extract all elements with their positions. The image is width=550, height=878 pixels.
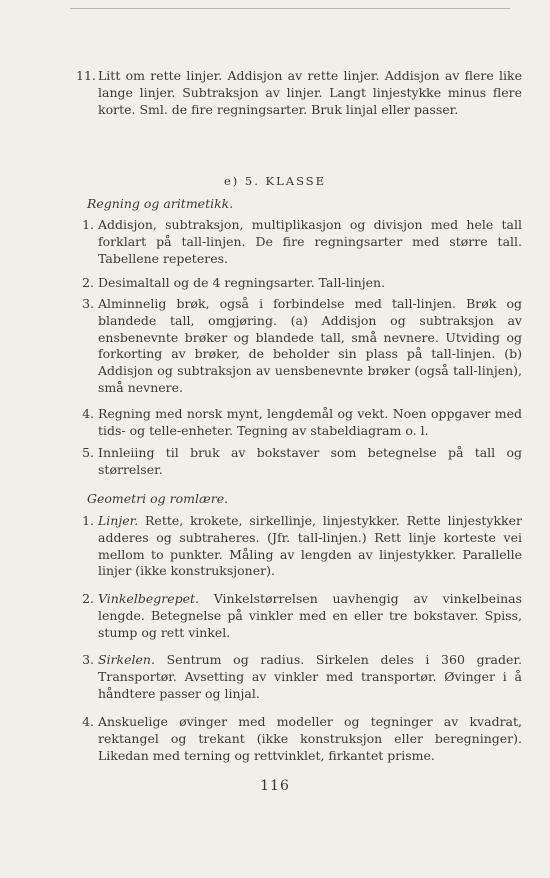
item-text: Alminnelig brøk, også i forbindelse med tall-linjen. Brøk og blandede tall, omgjøring. (a) Addisjon og subtraksjon av ensbenevnte brøker og blandede tall, små nevnere. Utviding og forkorting av brøker, de beholder sin plass på tall-linjen. (b) Addisjon og subtraksjon av uensbenevnte brøker (også tall-linjen), små nevnere. — [98, 296, 522, 395]
item-number: 3. — [82, 652, 94, 667]
class-heading: e) 5. KLASSE — [223, 174, 327, 188]
item-text: Innleiing til bruk av bokstaver som betegnelse på tall og størrelser. — [98, 445, 522, 477]
item-text: Rette, krokete, sirkellinje, linjestykker. Rette linjestykker adderes og subtraheres. (Jfr. tall-linjen.) Rett linje korteste vei mellom to punkter. Måling av lengden av linjestykker. Parallelle linjer (ikke konstruksjoner). — [98, 513, 522, 579]
item-text: Desimaltall og de 4 regningsarter. Tall-linjen. — [98, 275, 386, 290]
item-number: 2. — [82, 591, 94, 606]
regning-item-3 — [82, 296, 522, 397]
top-edge-line — [70, 8, 510, 9]
item-lead: Linjer. — [98, 513, 139, 528]
item-lead: Vinkelbegrepet. — [98, 591, 199, 606]
section-title-geometri: Geometri og romlære. — [87, 491, 229, 506]
item-text: Anskuelige øvinger med modeller og tegninger av kvadrat, rektangel og trekant (ikke konstruksjon eller beregninger). Likedan med terning og rettvinklet, firkantet prisme. — [98, 714, 522, 763]
geometri-item-1 — [82, 513, 522, 580]
geometri-item-4 — [82, 714, 522, 764]
page-number: 116 — [260, 778, 290, 794]
item-number: 2. — [82, 275, 94, 290]
item-text: Vinkelstørrelsen uavhengig av vinkelbeinas lengde. Betegnelse på vinkler med en eller tre bokstaver. Spiss, stump og rett vinkel. — [98, 591, 522, 640]
item-number: 3. — [82, 296, 94, 311]
item-text: Sentrum og radius. Sirkelen deles i 360 grader. Transportør. Avsetting av vinkler med transportør. Øvinger i å håndtere passer og linjal. — [98, 652, 522, 701]
geometri-item-3 — [82, 652, 522, 702]
regning-item-4 — [82, 406, 522, 440]
regning-item-1 — [82, 217, 522, 267]
regning-item-5 — [82, 445, 522, 479]
section-title-regning: Regning og aritmetikk. — [87, 196, 234, 211]
item-text: Litt om rette linjer. Addisjon av rette linjer. Addisjon av flere like lange linjer. Subtraksjon av linjer. Langt linjestykke minus flere korte. Sml. de fire regningsarter. Bruk linjal eller passer. — [98, 68, 522, 117]
item-number: 4. — [82, 714, 94, 729]
item-lead: Sirkelen. — [98, 652, 155, 667]
item-text: Addisjon, subtraksjon, multiplikasjon og divisjon med hele tall forklart på tall-linjen. De fire regningsarter med større tall. Tabellene repeteres. — [98, 217, 522, 266]
item-number: 5. — [82, 445, 94, 460]
intro-item-11 — [76, 68, 522, 118]
item-number: 11. — [76, 68, 96, 83]
item-number: 1. — [82, 513, 94, 528]
item-text: Regning med norsk mynt, lengdemål og vekt. Noen oppgaver med tids- og telle-enheter. Tegning av stabeldiagram o. l. — [98, 406, 522, 438]
geometri-item-2 — [82, 591, 522, 641]
item-number: 4. — [82, 406, 94, 421]
item-number: 1. — [82, 217, 94, 232]
regning-item-2 — [82, 275, 522, 292]
